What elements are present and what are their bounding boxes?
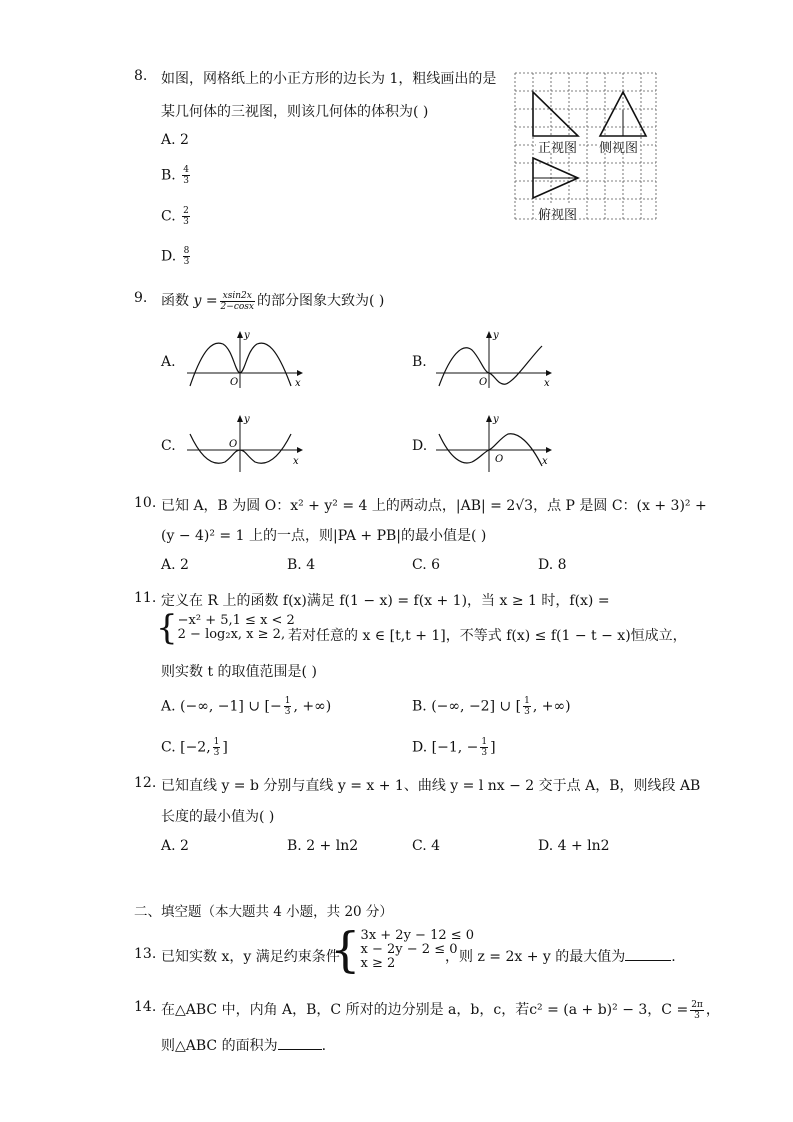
piecewise-function: {−x² + 5,1 ≤ x < 2 2 − log₂x, x ≥ 2, (156, 608, 295, 648)
option-d[interactable]: D. [−1, − $\frac{1}{3}$ ] (412, 737, 496, 758)
option-label: B. (161, 167, 176, 184)
option-c[interactable]: C. 6 (412, 557, 441, 573)
front-view-shape (533, 92, 578, 136)
option-a[interactable]: A. (−∞, −1] ∪ [− $\frac{1}{3}$ , +∞) (161, 696, 332, 717)
question-number: 9. (134, 290, 148, 306)
front-view-label: 正视图 (538, 141, 578, 156)
question-text: 某几何体的三视图，则该几何体的体积为( ) (161, 104, 429, 120)
question-text: 已知实数 x，y 满足约束条件 (161, 949, 340, 965)
section-title: 二、填空题（本大题共 4 小题，共 20 分） (134, 904, 393, 920)
question-text: 若对任意的 x ∈ [t,t + 1]，不等式 f(x) ≤ f(1 − t − x)恒成立， (288, 628, 687, 644)
graph-a (185, 328, 305, 390)
option-fraction: $\frac{8}{3}$ (183, 246, 190, 267)
answer-blank[interactable] (278, 1037, 322, 1050)
option-label: A. (161, 132, 176, 148)
option-fraction: $\frac{4}{3}$ (183, 165, 189, 186)
question-text: 长度的最小值为( ) (161, 809, 275, 825)
graph-d (434, 412, 554, 474)
option-b[interactable]: B. 2 + ln2 (287, 838, 359, 854)
option-a[interactable]: A. 2 (161, 557, 189, 573)
option-b[interactable]: B. (412, 354, 427, 370)
top-view-label: 俯视图 (538, 208, 578, 223)
question-number: 13. (134, 946, 157, 962)
svg-text:x: x (293, 456, 299, 467)
option-d[interactable]: D. 4 + ln2 (538, 838, 610, 854)
option-label: D. (161, 248, 177, 265)
question-number: 12. (134, 775, 157, 791)
side-view-label: 侧视图 (599, 141, 639, 156)
option-c[interactable]: C. (161, 438, 176, 454)
svg-text:y: y (244, 414, 250, 425)
option-b[interactable] (161, 165, 192, 186)
svg-text:O: O (230, 377, 239, 388)
question-text: 已知 A，B 为圆 O：x² + y² = 4 上的两动点，|AB| = 2√3，点 P 是圆 C：(x + 3)² + (161, 498, 707, 514)
question-text: 定义在 R 上的函数 f(x)满足 f(1 − x) = f(x + 1)，当 x ≥ 1 时，f(x) = (161, 593, 610, 609)
option-label: C. (161, 208, 176, 225)
option-a[interactable]: A. 2 (161, 838, 189, 854)
svg-text:O: O (495, 454, 504, 465)
graph-b (434, 328, 554, 390)
question-text: ，则 z = 2x + y 的最大值为 . (445, 949, 676, 965)
question-text: 函数 y = $\frac{xsin2x}{2-\cos x}$ 的部分图象大致为( ) (161, 290, 385, 312)
function-fraction: $\frac{xsin2x}{2-\cos x}$ (220, 290, 254, 312)
option-d[interactable]: D. (412, 438, 428, 454)
question-number: 8. (134, 68, 148, 84)
question-text: 已知直线 y = b 分别与直线 y = x + 1、曲线 y = l nx − 2 交于点 A，B，则线段 AB (161, 778, 701, 794)
svg-text:x: x (295, 378, 301, 389)
question-text: (y − 4)² = 1 上的一点，则|PA + PB|的最小值是( ) (161, 528, 487, 544)
option-d[interactable] (161, 246, 192, 267)
option-fraction: $\frac{2}{3}$ (183, 206, 189, 227)
question-text: 则△ABC 的面积为 . (161, 1038, 327, 1054)
option-b[interactable]: B. (−∞, −2] ∪ [ $\frac{1}{3}$ , +∞) (412, 696, 571, 717)
answer-blank[interactable] (625, 948, 671, 961)
svg-text:y: y (493, 414, 499, 425)
question-number: 14. (134, 999, 157, 1015)
constraint-system: {3x + 2y − 12 ≤ 0 x − 2y − 2 ≤ 0 x ≥ 2 (330, 922, 475, 978)
svg-text:O: O (479, 377, 488, 388)
question-number: 11. (134, 590, 157, 606)
option-c[interactable] (161, 206, 192, 227)
graph-c (185, 412, 305, 474)
svg-text:y: y (493, 330, 499, 341)
option-value: 2 (180, 132, 189, 148)
svg-text:O: O (229, 439, 238, 450)
svg-text:y: y (244, 330, 250, 341)
option-c[interactable]: C. [−2, $\frac{1}{3}$ ] (161, 737, 228, 758)
option-a[interactable] (161, 132, 189, 148)
option-d[interactable]: D. 8 (538, 557, 567, 573)
question-text: 则实数 t 的取值范围是( ) (161, 664, 317, 680)
question-number: 10. (134, 495, 157, 511)
option-c[interactable]: C. 4 (412, 838, 441, 854)
svg-text:x: x (542, 456, 548, 467)
question-text: 在△ABC 中，内角 A，B，C 所对的边分别是 a，b，c，若c² = (a + b)² − 3，C = $\frac{2\pi}{3}$ ， (161, 999, 720, 1021)
question-text: 如图，网格纸上的小正方形的边长为 1，粗线画出的是 (161, 71, 497, 87)
option-b[interactable]: B. 4 (287, 557, 316, 573)
svg-text:x: x (544, 378, 550, 389)
option-a[interactable]: A. (161, 354, 176, 370)
